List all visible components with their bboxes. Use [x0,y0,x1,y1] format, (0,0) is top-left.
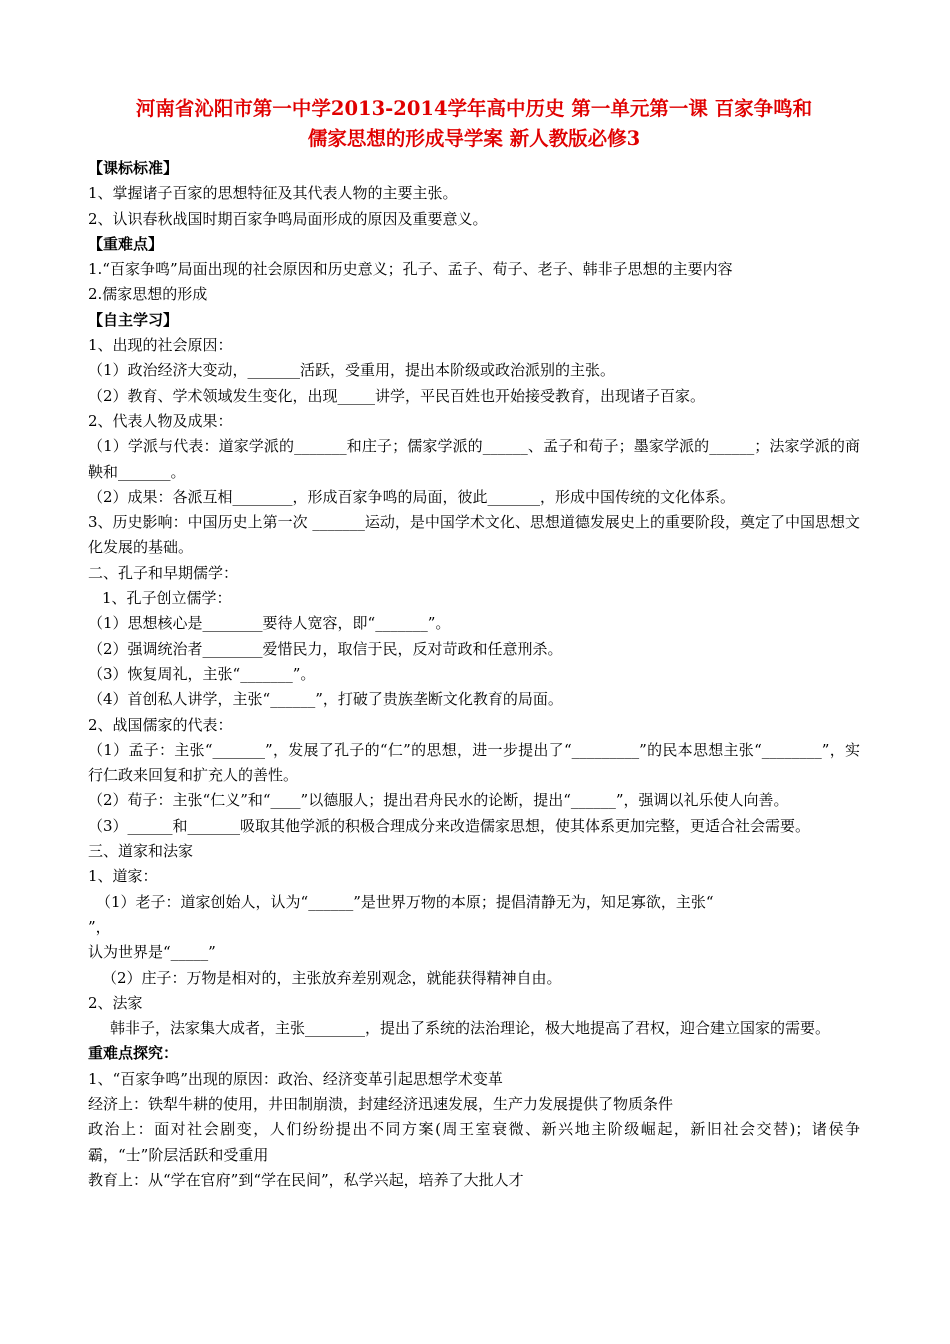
text-line: 1、道家： [88,867,158,886]
text-line: （1）政治经济大变动，_______活跃，受重用，提出本阶级或政治派别的主张。 [88,361,616,380]
text-line: 经济上：铁犁牛耕的使用，井田制崩溃，封建经济迅速发展，生产力发展提供了物质条件 [88,1094,674,1113]
section-heading: 【重难点】 [88,234,164,253]
text-line: 1、“百家争鸣”出现的原因：政治、经济变革引起思想学术变革 [88,1069,503,1088]
text-paragraph: 韩非子，法家集大成者，主张________，提出了系统的法治理论，极大地提高了君权，迎合建立国家的需要。 [110,1019,831,1038]
text-line: 教育上：从“学在官府”到“学在民间”，私学兴起，培养了大批人才 [88,1170,524,1189]
text-line: 2、法家 [88,993,143,1012]
text-line: 1、孔子创立儒学： [102,589,232,608]
section-heading: 二、孔子和早期儒学： [88,563,239,582]
text-line: （1）思想核心是________要待人宽容，即“_______”。 [88,614,451,633]
text-paragraph: 3、历史影响：中国历史上第一次 _______运动，是中国学术文化、思想道德发展史上的重要阶段，奠定了中国思想文化发展的基础。 [88,513,860,557]
text-line: 1、掌握诸子百家的思想特征及其代表人物的主要主张。 [88,184,458,203]
text-line: 2.儒家思想的形成 [88,285,208,304]
section-heading: 【自主学习】 [88,310,179,329]
text-line: 1.“百家争鸣”局面出现的社会原因和历史意义；孔子、孟子、荀子、老子、韩非子思想的主要内容 [88,260,733,279]
text-paragraph: （1）学派与代表：道家学派的_______和庄子；儒家学派的______、孟子和荀子；墨家学派的______；法家学派的商鞅和_______。 [88,437,860,481]
text-line: 2、认识春秋战国时期百家争鸣局面形成的原因及重要意义。 [88,209,488,228]
section-heading: 【课标标准】 [88,159,179,177]
document-page [88,94,860,1193]
title-line-2: 儒家思想的形成导学案 新人教版必修3 [307,127,641,150]
text-line: （2）强调统治者________爱惜民力，取信于民，反对苛政和任意刑杀。 [88,639,563,658]
text-paragraph: 政治上：面对社会剧变，人们纷纷提出不同方案(周王室衰微、新兴地主阶级崛起，新旧社会交替)；诸侯争霸，“士”阶层活跃和受重用 [88,1120,860,1164]
text-line: 2、战国儒家的代表： [88,715,233,734]
text-line: （2）教育、学术领域发生变化，出现_____讲学，平民百姓也开始接受教育，出现诸子百家。 [88,386,706,405]
text-line: 1、出现的社会原因： [88,336,233,355]
text-line: （3）恢复周礼，主张“_______”。 [88,664,316,683]
section-heading: 重难点探究： [88,1044,179,1063]
text-line: （2）成果：各派互相________，形成百家争鸣的局面，彼此_______，形成中国传统的文化体系。 [88,487,736,506]
text-line: （4）首创私人讲学，主张“______”，打破了贵族垄断文化教育的局面。 [88,690,563,709]
text-paragraph: （1）孟子：主张“_______”，发展了孔子的“仁”的思想，进一步提出了“_________”的民本思想主张“________”，实行仁政来回复和扩充人的善性。 [88,740,860,785]
text-line: 认为世界是“_____” [88,943,216,962]
text-paragraph: （2）荀子：主张“仁义”和“____”以德服人；提出君舟民水的论断，提出“______”，强调以礼乐使人向善。 [88,791,789,810]
title-line-1: 河南省沁阳市第一中学2013-2014学年高中历史 第一单元第一课 百家争鸣和 [135,97,813,120]
text-paragraph: （3）______和_______吸取其他学派的积极合理成分来改造儒家思想，使其体系更加完整，更适合社会需要。 [88,816,811,835]
document-title [88,94,860,154]
text-line: ”， [88,917,111,936]
text-line: 2、代表人物及成果： [88,411,233,430]
text-line: （2）庄子：万物是相对的，主张放弃差别观念，就能获得精神自由。 [102,968,562,987]
section-heading: 三、道家和法家 [88,842,194,861]
text-line: （1）老子：道家创始人，认为“______”是世界万物的本原；提倡清静无为，知足寡欲，主张“ [96,892,714,911]
